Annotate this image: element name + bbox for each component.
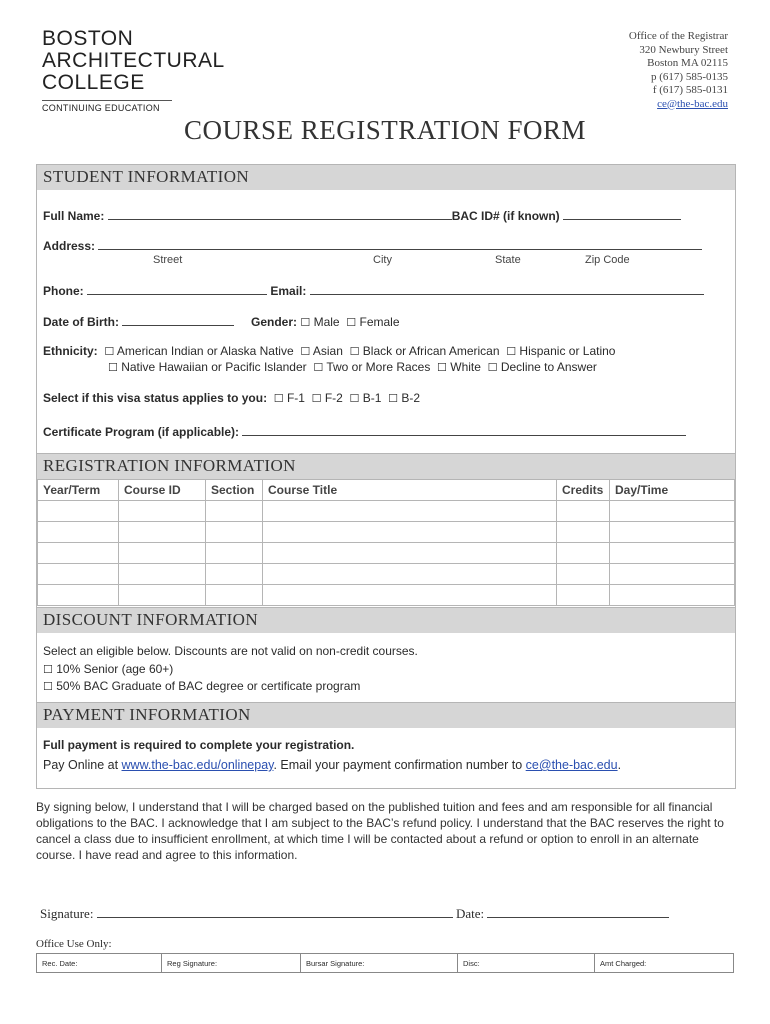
visa-option: F-1 [286,391,305,405]
discount-checkbox[interactable]: ☐ [43,664,53,676]
signature-row [40,906,669,922]
ethnicity-label: Ethnicity: [43,344,98,358]
discount-option-label: 50% BAC Graduate of BAC degree or certificate program [56,679,361,693]
office-phone: p (617) 585-0135 [651,70,728,83]
ethnicity-checkbox[interactable]: ☐ [108,362,118,374]
table-row[interactable] [38,543,735,564]
col-course-title: Course Title [263,480,557,501]
payment-text: Pay Online at [43,758,122,772]
disc-cell[interactable]: Disc: [458,954,595,973]
office-use-heading: Office Use Only: [36,938,112,950]
col-section: Section [206,480,263,501]
payment-instructions [43,758,621,772]
female-label: Female [359,315,400,329]
certificate-field[interactable] [242,423,686,436]
signature-label: Signature: [40,906,94,921]
payment-email-link[interactable]: ce@the-bac.edu [525,758,618,772]
logo-line-2: ARCHITECTURAL [42,49,225,72]
col-course-id: Course ID [119,480,206,501]
logo-line-1: BOSTON [42,27,134,50]
street-caption: Street [153,254,183,266]
table-row[interactable] [38,564,735,585]
email-label: Email: [270,284,307,298]
email-field[interactable] [310,282,704,295]
online-pay-link[interactable]: www.the-bac.edu/onlinepay [121,758,274,772]
dob-gender-row [43,313,400,329]
female-checkbox[interactable]: ☐ [346,317,357,329]
bac-id-label: BAC ID# (if known) [451,209,560,223]
ethnicity-checkbox[interactable]: ☐ [104,346,115,358]
table-header-row [38,480,735,501]
visa-option: F-2 [324,391,343,405]
male-label: Male [313,315,340,329]
registration-section [36,453,736,608]
discount-checkbox[interactable]: ☐ [43,681,53,693]
discount-option-senior [43,662,173,676]
ethnicity-option: White [450,360,481,374]
table-row [37,954,734,973]
visa-row [43,391,420,405]
ethnicity-option: Two or More Races [326,360,431,374]
date-field[interactable] [487,906,669,918]
student-information-section [36,164,736,455]
registration-table [37,479,735,606]
col-day-time: Day/Time [610,480,735,501]
gender-label: Gender: [251,315,298,329]
discount-option-graduate [43,679,360,693]
ethnicity-option: Asian [312,344,343,358]
office-fax: f (617) 585-0131 [652,84,728,96]
visa-checkbox[interactable]: ☐ [349,393,360,405]
office-email-link[interactable]: ce@the-bac.edu [657,97,728,110]
state-caption: State [495,254,521,266]
table-row[interactable] [38,522,735,543]
bac-id-field[interactable] [563,207,681,220]
section-heading: STUDENT INFORMATION [37,165,735,190]
address-row [43,237,702,253]
logo-divider [42,100,172,101]
section-heading: REGISTRATION INFORMATION [37,454,735,479]
full-name-row [43,207,681,223]
visa-option: B-1 [362,391,382,405]
ethnicity-checkbox[interactable]: ☐ [313,362,324,374]
col-credits: Credits [557,480,610,501]
section-heading: PAYMENT INFORMATION [37,703,735,728]
ethnicity-option: Native Hawaiian or Pacific Islander [121,360,307,374]
city-caption: City [373,254,392,266]
ethnicity-checkbox[interactable]: ☐ [349,346,360,358]
dob-field[interactable] [122,313,234,326]
visa-option: B-2 [401,391,420,405]
table-row[interactable] [38,501,735,522]
rec-date-cell[interactable]: Rec. Date: [37,954,162,973]
col-year-term: Year/Term [38,480,119,501]
office-use-table [36,953,734,973]
ethnicity-row-1 [43,344,615,358]
visa-label: Select if this visa status applies to you: [43,391,268,405]
payment-note: Full payment is required to complete your registration. [43,738,355,752]
ethnicity-option: American Indian or Alaska Native [116,344,294,358]
certificate-label: Certificate Program (if applicable): [43,425,240,439]
address-field[interactable] [98,237,702,250]
signature-field[interactable] [97,906,453,918]
phone-field[interactable] [87,282,267,295]
form-title: COURSE REGISTRATION FORM [183,115,587,145]
phone-label: Phone: [43,284,84,298]
ethnicity-checkbox[interactable]: ☐ [437,362,447,374]
ethnicity-checkbox[interactable]: ☐ [487,362,498,374]
logo-subtitle: CONTINUING EDUCATION [42,103,160,113]
dob-label: Date of Birth: [43,315,119,329]
address-label: Address: [43,239,96,253]
office-address [629,30,728,111]
payment-text: . Email your payment confirmation number to [273,758,526,772]
agreement-text: By signing below, I understand that I will be charged based on the published tuition and fees and am responsible for all financial obligations to the BAC. I acknowledge that I am subject to the BAC’s refund policy. I understand that the BAC reserves the right to cancel a class due to insufficient enrollment, at which time I will be contacted about a refund or option to enroll in an alternate course. I have read and agree to this information. [36,800,724,862]
discount-option-label: 10% Senior (age 60+) [56,662,174,676]
ethnicity-option: Decline to Answer [500,360,597,374]
visa-checkbox[interactable]: ☐ [273,393,284,405]
discount-intro: Select an eligible below. Discounts are not valid on non-credit courses. [43,644,418,658]
certificate-row [43,423,686,439]
office-street: 320 Newbury Street [639,43,728,56]
section-heading: DISCOUNT INFORMATION [37,608,735,633]
payment-text: . [617,758,622,772]
amt-charged-cell[interactable]: Amt Charged: [595,954,734,973]
table-row[interactable] [38,585,735,606]
office-city: Boston MA 02115 [647,57,728,69]
ethnicity-checkbox[interactable]: ☐ [506,346,517,358]
office-name: Office of the Registrar [628,30,728,42]
zip-caption: Zip Code [585,254,630,266]
phone-email-row [43,282,704,298]
bursar-signature-cell[interactable]: Bursar Signature: [301,954,458,973]
payment-section [36,702,736,789]
ethnicity-row-2 [108,360,597,374]
full-name-label: Full Name: [43,209,105,223]
ethnicity-option: Hispanic or Latino [519,344,616,358]
college-logo [42,28,225,113]
discount-section [36,607,736,704]
reg-signature-cell[interactable]: Reg Signature: [162,954,301,973]
full-name-field[interactable] [108,207,452,220]
male-checkbox[interactable]: ☐ [300,317,311,329]
logo-line-3: COLLEGE [42,71,145,94]
date-label: Date: [455,906,485,921]
ethnicity-checkbox[interactable]: ☐ [300,346,311,358]
visa-checkbox[interactable]: ☐ [388,393,398,405]
ethnicity-option: Black or African American [362,344,500,358]
visa-checkbox[interactable]: ☐ [311,393,322,405]
